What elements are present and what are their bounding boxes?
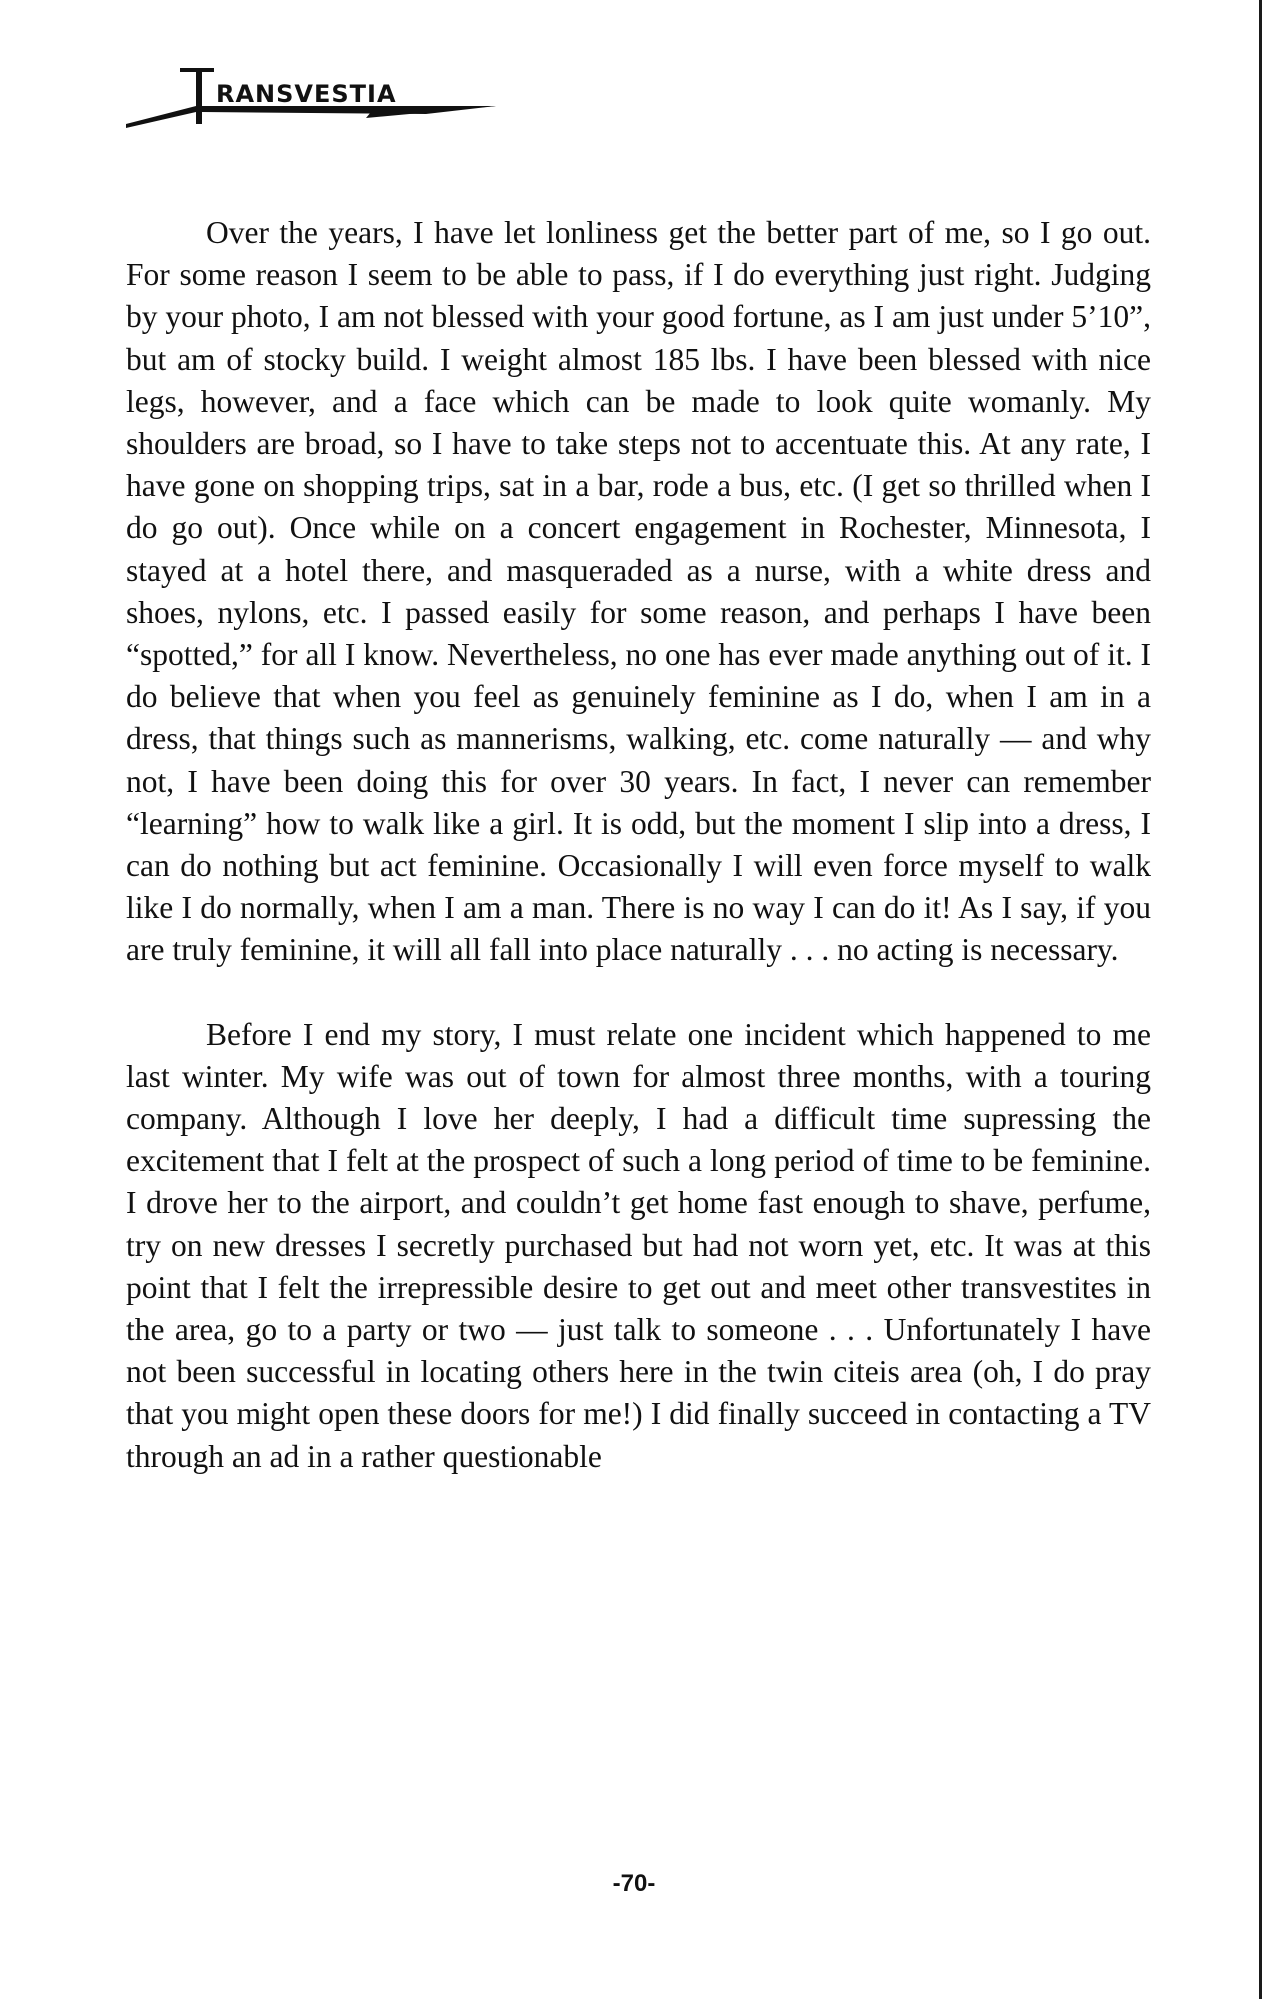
paragraph: Over the years, I have let lonliness get the better part of me, so I go out. For some reason I seem to be able to pass, if I do everything just right. Judging by your photo, I am not blessed with your good fortune, as I am just under 5’10”, but am of stocky build. I weight almost 185 lbs. I have been blessed with nice legs, however, and a face which can be made to look quite womanly. My shoulders are broad, so I have to take steps not to accentuate this. At any rate, I have gone on shopping trips, sat in a bar, rode a bus, etc. (I get so thrilled when I do go out). Once while on a concert engagement in Rochester, Minnesota, I stayed at a hotel there, and masqueraded as a nurse, with a white dress and shoes, nylons, etc. I passed easily for some reason, and perhaps I have been “spotted,” for all I know. Nevertheless, no one has ever made anything out of it. I do believe that when you feel as genuinely feminine as I do, when I am in a dress, that things such as mannerisms, walking, etc. come naturally — and why not, I have been doing this for over 30 years. In fact, I never can remember “learning” how to walk like a girl. It is odd, but the moment I slip into a dress, I can do nothing but act feminine. Occasionally I will even force myself to walk like I do normally, when I am a man. There is no way I can do it! As I say, if you are truly feminine, it will all fall into place naturally . . . no acting is necessary.	[126, 215, 1151, 968]
paragraph: Before I end my story, I must relate one incident which happened to me last winter. My wife was out of town for almost three months, with a touring company. Although I love her deeply, I had a difficult time supressing the excitement that I felt at the prospect of such a long period of time to be feminine. I drove her to the airport, and couldn’t get home fast enough to shave, perfume, try on new dresses I secretly purchased but had not worn yet, etc. It was at this point that I felt the irrepressible desire to get out and meet other transvestites in the area, go to a party or two — just talk to someone . . . Unfortunately I have not been successful in locating others here in the twin citeis area (oh, I do pray that you might open these doors for me!) I did finally succeed in contacting a TV through an ad in a rather questionable	[126, 1016, 1151, 1474]
article-body	[126, 212, 1151, 1478]
masthead	[126, 62, 496, 134]
masthead-title: RANSVESTIA	[216, 80, 397, 108]
page-number: -70-	[612, 1870, 656, 1897]
page-edge-border	[1259, 0, 1262, 1999]
